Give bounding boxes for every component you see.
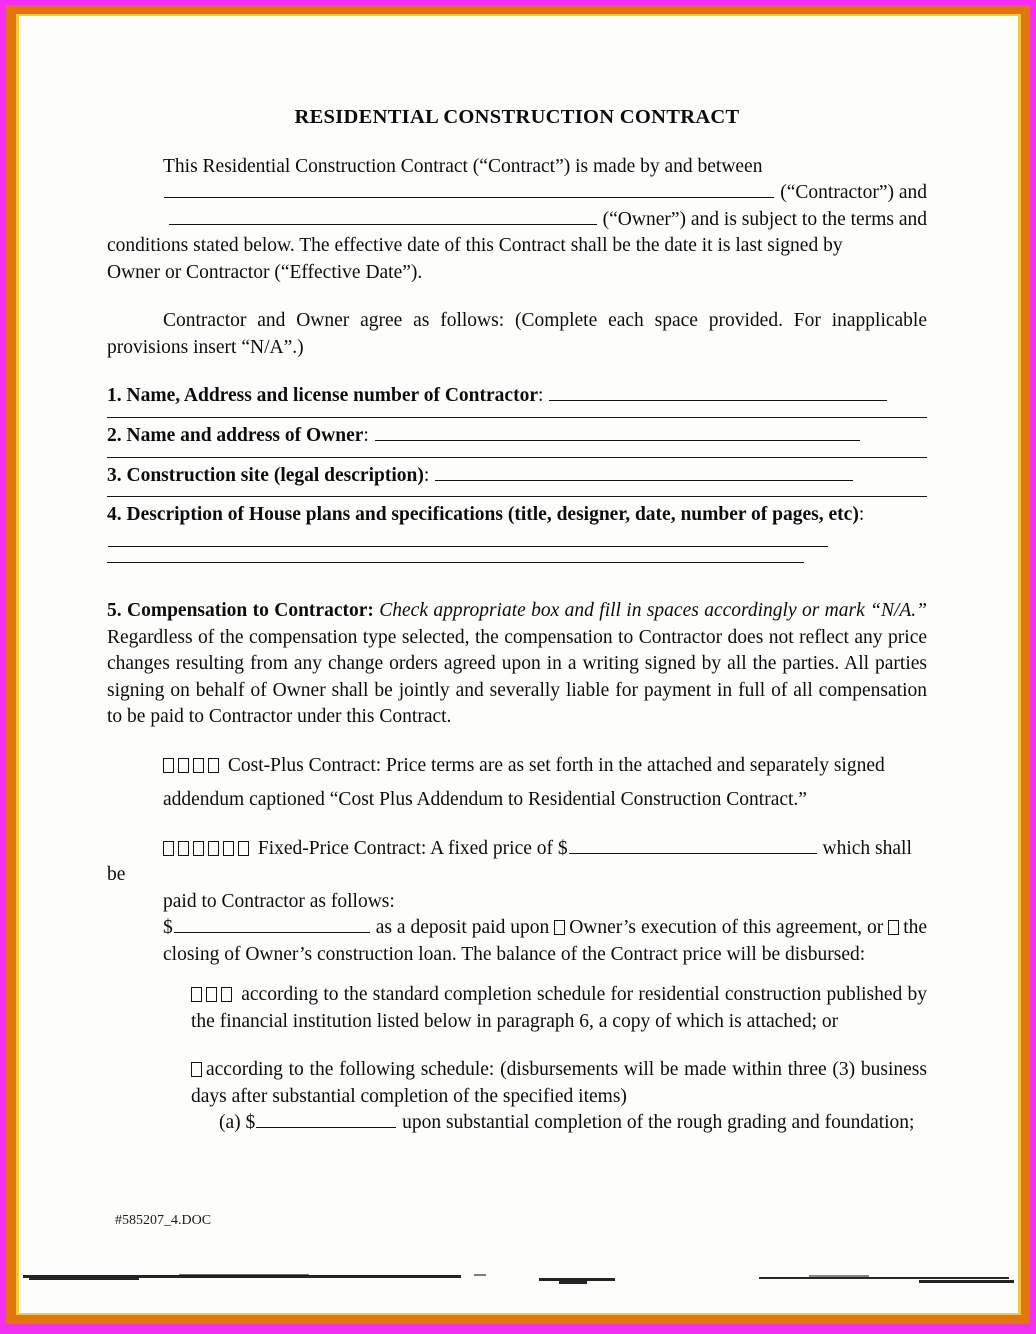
schedule-item-a-currency: $ [245,1112,256,1134]
schedule-option-a-text: according to the standard completion schedule for residential construction published by the financial institution listed below in paragraph 6, a copy of which is attached; or [191,984,928,1032]
item-4-blank[interactable] [108,529,828,547]
intro-line-5: Owner or Contractor (“Effective Date”). [107,261,423,283]
section-5-heading: Compensation to Contractor: [127,600,374,622]
item-3-label: Construction site (legal description) [126,464,424,486]
deposit-option-1-label: Owner’s execution of this agreement, or [569,917,884,939]
section-5 [107,598,927,1137]
deposit-amount-blank[interactable] [174,915,370,933]
item-3-number: 3. [107,464,122,486]
scan-artifact-2 [29,1278,139,1280]
cost-plus-checkbox-group[interactable] [163,755,223,776]
contractor-label: (“Contractor”) and [780,182,927,204]
schedule-option-b-checkbox[interactable] [191,1062,202,1077]
scan-artifact-7 [759,1277,1009,1279]
item-4-number: 4. [107,504,122,526]
deposit-option-2-label: the closing of Owner’s construction loan. The balance of the Contract price will be disbursed: [163,917,928,965]
item-3-blank[interactable] [435,463,853,481]
scan-artifact-6 [559,1281,587,1284]
deposit-option-1-checkbox[interactable] [554,920,565,935]
cost-plus-label: Cost-Plus Contract: [227,754,382,776]
owner-name-blank[interactable] [169,207,597,225]
fixed-price-amount-suffix: which shall be [107,837,912,886]
schedule-item-a [219,1110,927,1137]
schedule-item-a-blank[interactable] [256,1110,396,1128]
intro-paragraph [107,154,927,287]
document-footer-id: #585207_4.DOC [115,1213,212,1228]
item-4-label: Description of House plans and specifications (title, designer, date, number of pages, etc) [126,504,859,526]
cost-plus-checkbox-2[interactable] [178,758,189,773]
schedule-option-a-checkbox-group[interactable] [191,984,236,1005]
cost-plus-checkbox-1[interactable] [163,758,174,773]
fixed-price-checkbox-group[interactable] [163,838,253,859]
numbered-item-3 [107,463,927,498]
item-2-continuation-line[interactable] [107,457,927,458]
item-4-colon: : [858,504,865,526]
item-1-label: Name, Address and license number of Contractor [126,385,538,407]
scan-artifact-9 [809,1275,869,1277]
schedule-option-a-checkbox-3[interactable] [221,987,232,1002]
fixed-price-checkbox-4[interactable] [208,841,219,856]
intro-line-4: conditions stated below. The effective date of this Contract shall be the date it is last signed by [107,235,843,257]
scan-artifact-4 [474,1274,486,1276]
schedule-item-a-text: upon substantial completion of the rough grading and foundation; [402,1112,915,1134]
item-2-number: 2. [107,425,122,446]
section-5-number: 5. [107,600,122,622]
fixed-price-amount-prefix: A fixed price of $ [430,837,568,859]
section-5-italic-lead: Check appropriate box and fill in spaces accordingly or mark “N/A.” [379,600,928,622]
schedule-option-b-text: according to the following schedule: (disbursements will be made within three (3) business days after substantial completion of the specified items) [191,1059,927,1107]
item-1-number: 1. [107,385,122,407]
item-2-blank[interactable] [375,423,860,441]
scan-artifact-8 [919,1280,1014,1283]
cost-plus-text: Price terms are as set forth in the attached and separately signed [386,754,885,776]
schedule-option-a-checkbox-2[interactable] [206,987,217,1002]
schedule-item-a-label: (a) [219,1112,241,1134]
item-1-continuation-line[interactable] [107,417,927,418]
fixed-price-option [107,836,927,1137]
fixed-price-label: Fixed-Price Contract: [257,837,427,859]
fixed-price-checkbox-2[interactable] [178,841,189,856]
item-2-label: Name and address of Owner [126,425,364,446]
cost-plus-option [107,753,927,814]
deposit-currency: $ [163,917,173,939]
fixed-price-checkbox-5[interactable] [223,841,234,856]
schedule-option-a-checkbox-1[interactable] [191,987,202,1002]
cost-plus-checkbox-4[interactable] [208,758,219,773]
item-3-continuation-line[interactable] [107,496,927,497]
cost-plus-continuation: addendum captioned “Cost Plus Addendum to Residential Construction Contract.” [163,789,807,811]
fixed-price-amount-blank[interactable] [569,836,817,854]
intro-line-2 [107,180,927,207]
fixed-price-checkbox-6[interactable] [238,841,249,856]
item-1-colon: : [537,385,544,407]
intro-line-1: This Residential Construction Contract (“Contract”) is made by and between [163,155,763,177]
paid-as-follows-line: paid to Contractor as follows: [163,890,395,912]
intro-line-3 [107,207,927,234]
deposit-text-1: as a deposit paid upon [375,917,550,939]
cost-plus-checkbox-3[interactable] [193,758,204,773]
owner-label: (“Owner”) and is subject to the terms and [602,208,927,230]
fixed-price-checkbox-3[interactable] [193,841,204,856]
item-3-colon: : [423,464,430,486]
document-page [19,16,1018,1313]
page-title: RESIDENTIAL CONSTRUCTION CONTRACT [294,106,740,128]
deposit-option-2-checkbox[interactable] [888,920,899,935]
numbered-item-4 [107,502,927,563]
contract-body [107,104,927,1137]
item-4-continuation-line[interactable] [107,562,804,563]
numbered-item-2 [107,423,927,458]
fixed-price-checkbox-1[interactable] [163,841,174,856]
agree-paragraph: Contractor and Owner agree as follows: (Complete each space provided. For inapplicable provisions insert “N/A”.) [107,310,927,358]
scan-artifact-3 [179,1274,309,1276]
contractor-name-blank[interactable] [164,180,774,198]
section-5-body: Regardless of the compensation type selected, the compensation to Contractor does not reflect any price changes resulting from any change orders agreed upon in a writing signed by all the parties. All parties signing on behalf of Owner shall be jointly and severally liable for payment in full of all compensation to be paid to Contractor under this Contract. [107,626,927,728]
numbered-item-1 [107,383,927,418]
item-1-blank[interactable] [549,384,887,402]
item-2-colon: : [363,425,369,446]
